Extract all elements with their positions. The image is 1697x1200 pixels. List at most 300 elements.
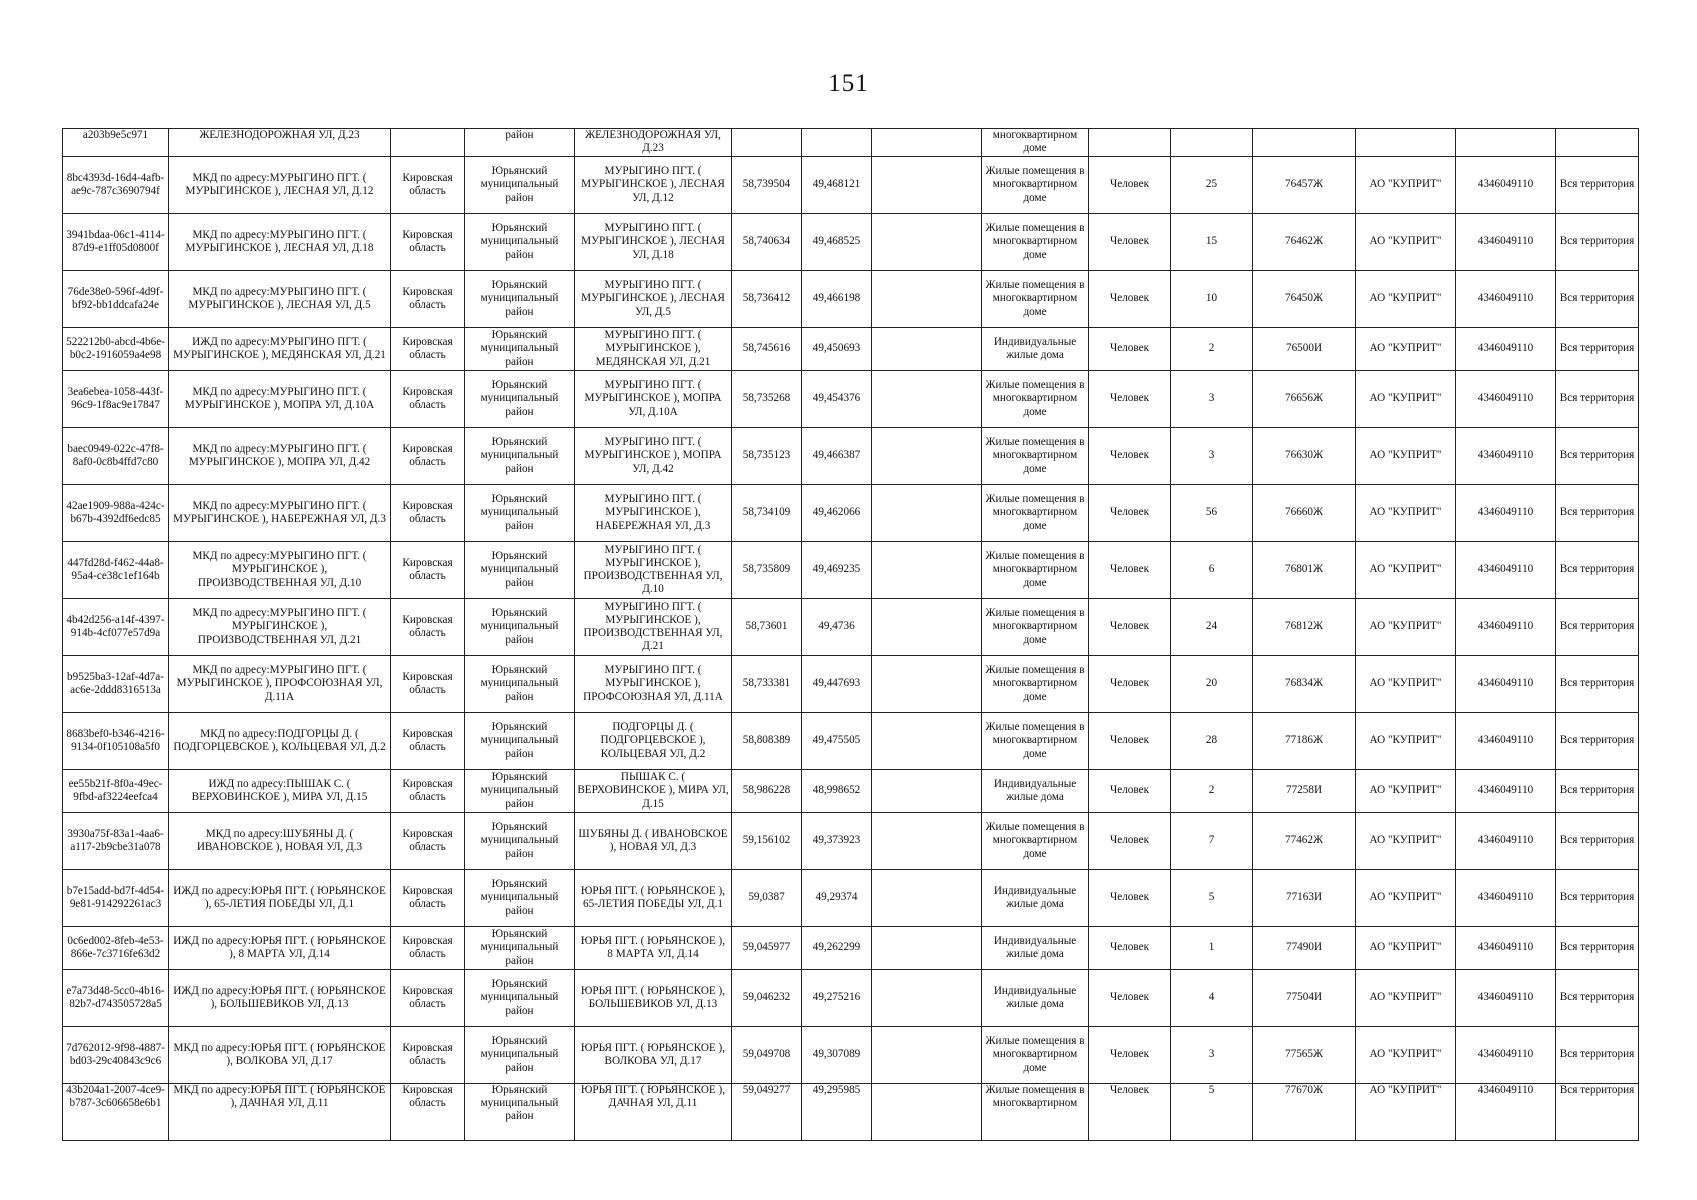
- organization-cell: АО "КУПРИТ": [1356, 157, 1456, 214]
- longitude-cell: 49,447693: [802, 656, 872, 713]
- longitude-cell: 49,462066: [802, 485, 872, 542]
- longitude-cell: 49,4736: [802, 599, 872, 656]
- longitude-cell: 48,998652: [802, 770, 872, 813]
- record-id-cell: 447fd28d-f462-44a8-95a4-ce38c1ef164b: [63, 542, 169, 599]
- empty-cell: [872, 770, 982, 813]
- housing-type-cell: Жилые помещения в многоквартирном доме: [982, 813, 1089, 870]
- territory-cell: Вся территория: [1556, 970, 1639, 1027]
- resident-count-cell: 3: [1171, 371, 1253, 428]
- empty-cell: [872, 371, 982, 428]
- longitude-cell: 49,468525: [802, 214, 872, 271]
- object-description-cell: ИЖД по адресу:МУРЫГИНО ПГТ. ( МУРЫГИНСКОЕ ), МЕДЯНСКАЯ УЛ, Д.21: [169, 328, 391, 371]
- district-cell: Юрьянский муниципальный район: [465, 428, 575, 485]
- housing-type-cell: Жилые помещения в многоквартирном доме: [982, 157, 1089, 214]
- object-description-cell: МКД по адресу:ЮРЬЯ ПГТ. ( ЮРЬЯНСКОЕ ), ВОЛКОВА УЛ, Д.17: [169, 1027, 391, 1084]
- object-code-cell: 76656Ж: [1253, 371, 1356, 428]
- object-code-cell: 76500И: [1253, 328, 1356, 371]
- object-code-cell: 76450Ж: [1253, 271, 1356, 328]
- latitude-cell: 58,808389: [732, 713, 802, 770]
- housing-type-cell: Жилые помещения в многоквартирном доме: [982, 656, 1089, 713]
- table-row: [63, 713, 1639, 770]
- latitude-cell: [732, 129, 802, 157]
- object-description-cell: МКД по адресу:МУРЫГИНО ПГТ. ( МУРЫГИНСКОЕ ), ЛЕСНАЯ УЛ, Д.5: [169, 271, 391, 328]
- housing-type-cell: Жилые помещения в многоквартирном доме: [982, 599, 1089, 656]
- longitude-cell: 49,454376: [802, 371, 872, 428]
- inn-cell: 4346049110: [1456, 927, 1556, 970]
- region-cell: [391, 129, 465, 157]
- inn-cell: 4346049110: [1456, 870, 1556, 927]
- district-cell: Юрьянский муниципальный район: [465, 970, 575, 1027]
- housing-type-cell: Жилые помещения в многоквартирном доме: [982, 428, 1089, 485]
- object-code-cell: 77186Ж: [1253, 713, 1356, 770]
- table-row: [63, 485, 1639, 542]
- region-cell: Кировская область: [391, 542, 465, 599]
- latitude-cell: 58,745616: [732, 328, 802, 371]
- organization-cell: АО "КУПРИТ": [1356, 271, 1456, 328]
- longitude-cell: 49,29374: [802, 870, 872, 927]
- latitude-cell: 58,986228: [732, 770, 802, 813]
- unit-cell: Человек: [1089, 371, 1171, 428]
- district-cell: Юрьянский муниципальный район: [465, 542, 575, 599]
- organization-cell: АО "КУПРИТ": [1356, 371, 1456, 428]
- object-description-cell: МКД по адресу:МУРЫГИНО ПГТ. ( МУРЫГИНСКОЕ ), ЛЕСНАЯ УЛ, Д.18: [169, 214, 391, 271]
- resident-count-cell: 7: [1171, 813, 1253, 870]
- inn-cell: 4346049110: [1456, 542, 1556, 599]
- empty-cell: [872, 328, 982, 371]
- table-row: [63, 813, 1639, 870]
- district-cell: Юрьянский муниципальный район: [465, 813, 575, 870]
- resident-count-cell: 1: [1171, 927, 1253, 970]
- territory-cell: Вся территория: [1556, 656, 1639, 713]
- latitude-cell: 59,046232: [732, 970, 802, 1027]
- longitude-cell: [802, 129, 872, 157]
- housing-type-cell: Жилые помещения в многоквартирном доме: [982, 713, 1089, 770]
- region-cell: Кировская область: [391, 599, 465, 656]
- territory-cell: Вся территория: [1556, 328, 1639, 371]
- district-cell: Юрьянский муниципальный район: [465, 271, 575, 328]
- territory-cell: Вся территория: [1556, 428, 1639, 485]
- object-description-cell: МКД по адресу:ПОДГОРЦЫ Д. ( ПОДГОРЦЕВСКОЕ ), КОЛЬЦЕВАЯ УЛ, Д.2: [169, 713, 391, 770]
- inn-cell: 4346049110: [1456, 485, 1556, 542]
- unit-cell: Человек: [1089, 713, 1171, 770]
- territory-cell: Вся территория: [1556, 870, 1639, 927]
- region-cell: Кировская область: [391, 485, 465, 542]
- object-code-cell: 76834Ж: [1253, 656, 1356, 713]
- district-cell: Юрьянский муниципальный район: [465, 770, 575, 813]
- organization-cell: АО "КУПРИТ": [1356, 214, 1456, 271]
- latitude-cell: 59,049277: [732, 1084, 802, 1141]
- record-id-cell: 0c6ed002-8feb-4e53-866e-7c3716fe63d2: [63, 927, 169, 970]
- record-id-cell: 4b42d256-a14f-4397-914b-4cf077e57d9a: [63, 599, 169, 656]
- table-row: [63, 970, 1639, 1027]
- address-cell: ЖЕЛЕЗНОДОРОЖНАЯ УЛ, Д.23: [575, 129, 732, 157]
- record-id-cell: 7d762012-9f98-4887-bd03-29c40843c9c6: [63, 1027, 169, 1084]
- region-cell: Кировская область: [391, 870, 465, 927]
- address-cell: МУРЫГИНО ПГТ. ( МУРЫГИНСКОЕ ), МОПРА УЛ, Д.42: [575, 428, 732, 485]
- latitude-cell: 59,156102: [732, 813, 802, 870]
- unit-cell: Человек: [1089, 157, 1171, 214]
- territory-cell: [1556, 129, 1639, 157]
- object-code-cell: 76660Ж: [1253, 485, 1356, 542]
- address-cell: ЮРЬЯ ПГТ. ( ЮРЬЯНСКОЕ ), ДАЧНАЯ УЛ, Д.11: [575, 1084, 732, 1141]
- organization-cell: АО "КУПРИТ": [1356, 713, 1456, 770]
- housing-type-cell: Индивидуальные жилые дома: [982, 870, 1089, 927]
- address-cell: ПЫШАК С. ( ВЕРХОВИНСКОЕ ), МИРА УЛ, Д.15: [575, 770, 732, 813]
- district-cell: Юрьянский муниципальный район: [465, 713, 575, 770]
- object-code-cell: 77462Ж: [1253, 813, 1356, 870]
- record-id-cell: baec0949-022c-47f8-8af0-0c8b4ffd7c80: [63, 428, 169, 485]
- housing-type-cell: Жилые помещения в многоквартирном доме: [982, 271, 1089, 328]
- unit-cell: Человек: [1089, 970, 1171, 1027]
- object-code-cell: 77490И: [1253, 927, 1356, 970]
- resident-count-cell: 2: [1171, 328, 1253, 371]
- longitude-cell: 49,275216: [802, 970, 872, 1027]
- address-cell: МУРЫГИНО ПГТ. ( МУРЫГИНСКОЕ ), НАБЕРЕЖНАЯ УЛ, Д.3: [575, 485, 732, 542]
- territory-cell: Вся территория: [1556, 214, 1639, 271]
- inn-cell: 4346049110: [1456, 371, 1556, 428]
- unit-cell: Человек: [1089, 656, 1171, 713]
- region-cell: Кировская область: [391, 770, 465, 813]
- organization-cell: [1356, 129, 1456, 157]
- table-row: [63, 770, 1639, 813]
- inn-cell: 4346049110: [1456, 157, 1556, 214]
- inn-cell: 4346049110: [1456, 428, 1556, 485]
- unit-cell: Человек: [1089, 1027, 1171, 1084]
- empty-cell: [872, 428, 982, 485]
- territory-cell: Вся территория: [1556, 542, 1639, 599]
- longitude-cell: 49,475505: [802, 713, 872, 770]
- organization-cell: АО "КУПРИТ": [1356, 927, 1456, 970]
- object-description-cell: МКД по адресу:МУРЫГИНО ПГТ. ( МУРЫГИНСКОЕ ), МОПРА УЛ, Д.42: [169, 428, 391, 485]
- organization-cell: АО "КУПРИТ": [1356, 542, 1456, 599]
- district-cell: Юрьянский муниципальный район: [465, 157, 575, 214]
- empty-cell: [872, 713, 982, 770]
- unit-cell: Человек: [1089, 927, 1171, 970]
- territory-cell: Вся территория: [1556, 813, 1639, 870]
- resident-count-cell: 15: [1171, 214, 1253, 271]
- object-description-cell: ИЖД по адресу:ЮРЬЯ ПГТ. ( ЮРЬЯНСКОЕ ), БОЛЬШЕВИКОВ УЛ, Д.13: [169, 970, 391, 1027]
- table-row: [63, 214, 1639, 271]
- latitude-cell: 58,734109: [732, 485, 802, 542]
- resident-count-cell: 5: [1171, 870, 1253, 927]
- organization-cell: АО "КУПРИТ": [1356, 770, 1456, 813]
- unit-cell: Человек: [1089, 428, 1171, 485]
- record-id-cell: 3941bdaa-06c1-4114-87d9-e1ff05d0800f: [63, 214, 169, 271]
- resident-count-cell: 2: [1171, 770, 1253, 813]
- district-cell: Юрьянский муниципальный район: [465, 371, 575, 428]
- region-cell: Кировская область: [391, 371, 465, 428]
- district-cell: Юрьянский муниципальный район: [465, 599, 575, 656]
- housing-type-cell: Жилые помещения в многоквартирном доме: [982, 542, 1089, 599]
- housing-type-cell: Жилые помещения в многоквартирном доме: [982, 1027, 1089, 1084]
- resident-count-cell: 25: [1171, 157, 1253, 214]
- record-id-cell: 76de38e0-596f-4d9f-bf92-bb1ddcafa24e: [63, 271, 169, 328]
- object-description-cell: ИЖД по адресу:ПЫШАК С. ( ВЕРХОВИНСКОЕ ), МИРА УЛ, Д.15: [169, 770, 391, 813]
- empty-cell: [872, 485, 982, 542]
- region-cell: Кировская область: [391, 214, 465, 271]
- latitude-cell: 58,739504: [732, 157, 802, 214]
- inn-cell: 4346049110: [1456, 656, 1556, 713]
- housing-type-cell: Индивидуальные жилые дома: [982, 970, 1089, 1027]
- inn-cell: 4346049110: [1456, 1084, 1556, 1141]
- address-cell: ШУБЯНЫ Д. ( ИВАНОВСКОЕ ), НОВАЯ УЛ, Д.3: [575, 813, 732, 870]
- table-row: [63, 927, 1639, 970]
- inn-cell: 4346049110: [1456, 214, 1556, 271]
- organization-cell: АО "КУПРИТ": [1356, 328, 1456, 371]
- object-description-cell: МКД по адресу:МУРЫГИНО ПГТ. ( МУРЫГИНСКОЕ ), ЛЕСНАЯ УЛ, Д.12: [169, 157, 391, 214]
- inn-cell: 4346049110: [1456, 328, 1556, 371]
- territory-cell: Вся территория: [1556, 770, 1639, 813]
- region-cell: Кировская область: [391, 328, 465, 371]
- longitude-cell: 49,373923: [802, 813, 872, 870]
- object-code-cell: 76630Ж: [1253, 428, 1356, 485]
- table-row: [63, 428, 1639, 485]
- district-cell: Юрьянский муниципальный район: [465, 214, 575, 271]
- resident-count-cell: [1171, 129, 1253, 157]
- organization-cell: АО "КУПРИТ": [1356, 970, 1456, 1027]
- empty-cell: [872, 129, 982, 157]
- address-cell: МУРЫГИНО ПГТ. ( МУРЫГИНСКОЕ ), ПРОФСОЮЗНАЯ УЛ, Д.11А: [575, 656, 732, 713]
- region-cell: Кировская область: [391, 813, 465, 870]
- longitude-cell: 49,466198: [802, 271, 872, 328]
- resident-count-cell: 6: [1171, 542, 1253, 599]
- territory-cell: Вся территория: [1556, 271, 1639, 328]
- region-cell: Кировская область: [391, 271, 465, 328]
- object-code-cell: 77258И: [1253, 770, 1356, 813]
- object-description-cell: МКД по адресу:МУРЫГИНО ПГТ. ( МУРЫГИНСКОЕ ), МОПРА УЛ, Д.10А: [169, 371, 391, 428]
- organization-cell: АО "КУПРИТ": [1356, 656, 1456, 713]
- table-row: [63, 1084, 1639, 1141]
- unit-cell: Человек: [1089, 599, 1171, 656]
- latitude-cell: 58,735268: [732, 371, 802, 428]
- resident-count-cell: 3: [1171, 428, 1253, 485]
- territory-cell: Вся территория: [1556, 927, 1639, 970]
- empty-cell: [872, 927, 982, 970]
- empty-cell: [872, 1027, 982, 1084]
- object-description-cell: МКД по адресу:ЮРЬЯ ПГТ. ( ЮРЬЯНСКОЕ ), ДАЧНАЯ УЛ, Д.11: [169, 1084, 391, 1141]
- record-id-cell: ee55b21f-8f0a-49ec-9fbd-af3224eefca4: [63, 770, 169, 813]
- district-cell: Юрьянский муниципальный район: [465, 656, 575, 713]
- registry-table: [62, 128, 1639, 1141]
- longitude-cell: 49,295985: [802, 1084, 872, 1141]
- housing-type-cell: многоквартирном доме: [982, 129, 1089, 157]
- territory-cell: Вся территория: [1556, 1027, 1639, 1084]
- housing-type-cell: Жилые помещения в многоквартирном доме: [982, 485, 1089, 542]
- registry-table-body: [63, 129, 1639, 1141]
- region-cell: Кировская область: [391, 1027, 465, 1084]
- inn-cell: 4346049110: [1456, 713, 1556, 770]
- address-cell: МУРЫГИНО ПГТ. ( МУРЫГИНСКОЕ ), МОПРА УЛ, Д.10А: [575, 371, 732, 428]
- table-row: [63, 271, 1639, 328]
- empty-cell: [872, 1084, 982, 1141]
- address-cell: МУРЫГИНО ПГТ. ( МУРЫГИНСКОЕ ), ЛЕСНАЯ УЛ, Д.18: [575, 214, 732, 271]
- unit-cell: Человек: [1089, 1084, 1171, 1141]
- address-cell: ПОДГОРЦЫ Д. ( ПОДГОРЦЕВСКОЕ ), КОЛЬЦЕВАЯ УЛ, Д.2: [575, 713, 732, 770]
- table-row: [63, 656, 1639, 713]
- address-cell: МУРЫГИНО ПГТ. ( МУРЫГИНСКОЕ ), ПРОИЗВОДСТВЕННАЯ УЛ, Д.10: [575, 542, 732, 599]
- latitude-cell: 58,740634: [732, 214, 802, 271]
- inn-cell: 4346049110: [1456, 770, 1556, 813]
- housing-type-cell: Индивидуальные жилые дома: [982, 328, 1089, 371]
- district-cell: Юрьянский муниципальный район: [465, 1084, 575, 1141]
- latitude-cell: 58,73601: [732, 599, 802, 656]
- empty-cell: [872, 599, 982, 656]
- territory-cell: Вся территория: [1556, 157, 1639, 214]
- table-row: [63, 371, 1639, 428]
- address-cell: МУРЫГИНО ПГТ. ( МУРЫГИНСКОЕ ), ЛЕСНАЯ УЛ, Д.12: [575, 157, 732, 214]
- longitude-cell: 49,466387: [802, 428, 872, 485]
- latitude-cell: 58,735809: [732, 542, 802, 599]
- unit-cell: Человек: [1089, 813, 1171, 870]
- empty-cell: [872, 214, 982, 271]
- unit-cell: Человек: [1089, 328, 1171, 371]
- housing-type-cell: Жилые помещения в многоквартирном доме: [982, 214, 1089, 271]
- resident-count-cell: 5: [1171, 1084, 1253, 1141]
- address-cell: МУРЫГИНО ПГТ. ( МУРЫГИНСКОЕ ), ПРОИЗВОДСТВЕННАЯ УЛ, Д.21: [575, 599, 732, 656]
- organization-cell: АО "КУПРИТ": [1356, 599, 1456, 656]
- object-code-cell: 76812Ж: [1253, 599, 1356, 656]
- object-code-cell: 77163И: [1253, 870, 1356, 927]
- unit-cell: Человек: [1089, 485, 1171, 542]
- organization-cell: АО "КУПРИТ": [1356, 428, 1456, 485]
- record-id-cell: b7e15add-bd7f-4d54-9e81-914292261ac3: [63, 870, 169, 927]
- object-code-cell: 77670Ж: [1253, 1084, 1356, 1141]
- longitude-cell: 49,262299: [802, 927, 872, 970]
- resident-count-cell: 4: [1171, 970, 1253, 1027]
- object-code-cell: [1253, 129, 1356, 157]
- object-description-cell: МКД по адресу:ШУБЯНЫ Д. ( ИВАНОВСКОЕ ), НОВАЯ УЛ, Д.3: [169, 813, 391, 870]
- object-code-cell: 77504И: [1253, 970, 1356, 1027]
- table-row: [63, 157, 1639, 214]
- empty-cell: [872, 542, 982, 599]
- unit-cell: Человек: [1089, 271, 1171, 328]
- record-id-cell: b9525ba3-12af-4d7a-ac6e-2ddd8316513a: [63, 656, 169, 713]
- page-number: 151: [828, 70, 869, 97]
- unit-cell: Человек: [1089, 770, 1171, 813]
- object-description-cell: МКД по адресу:МУРЫГИНО ПГТ. ( МУРЫГИНСКОЕ ), ПРОФСОЮЗНАЯ УЛ, Д.11А: [169, 656, 391, 713]
- inn-cell: 4346049110: [1456, 970, 1556, 1027]
- latitude-cell: 58,736412: [732, 271, 802, 328]
- object-code-cell: 76462Ж: [1253, 214, 1356, 271]
- housing-type-cell: Индивидуальные жилые дома: [982, 770, 1089, 813]
- latitude-cell: 58,733381: [732, 656, 802, 713]
- latitude-cell: 59,045977: [732, 927, 802, 970]
- territory-cell: Вся территория: [1556, 1084, 1639, 1141]
- longitude-cell: 49,468121: [802, 157, 872, 214]
- table-row: [63, 129, 1639, 157]
- empty-cell: [872, 157, 982, 214]
- object-code-cell: 76457Ж: [1253, 157, 1356, 214]
- table-row: [63, 328, 1639, 371]
- territory-cell: Вся территория: [1556, 713, 1639, 770]
- object-description-cell: ИЖД по адресу:ЮРЬЯ ПГТ. ( ЮРЬЯНСКОЕ ), 65-ЛЕТИЯ ПОБЕДЫ УЛ, Д.1: [169, 870, 391, 927]
- table-row: [63, 542, 1639, 599]
- district-cell: Юрьянский муниципальный район: [465, 485, 575, 542]
- district-cell: район: [465, 129, 575, 157]
- address-cell: ЮРЬЯ ПГТ. ( ЮРЬЯНСКОЕ ), 65-ЛЕТИЯ ПОБЕДЫ УЛ, Д.1: [575, 870, 732, 927]
- record-id-cell: 3930a75f-83a1-4aa6-a117-2b9cbe31a078: [63, 813, 169, 870]
- territory-cell: Вся территория: [1556, 485, 1639, 542]
- record-id-cell: 522212b0-abcd-4b6e-b0c2-1916059a4e98: [63, 328, 169, 371]
- object-description-cell: ИЖД по адресу:ЮРЬЯ ПГТ. ( ЮРЬЯНСКОЕ ), 8 МАРТА УЛ, Д.14: [169, 927, 391, 970]
- unit-cell: Человек: [1089, 870, 1171, 927]
- housing-type-cell: Жилые помещения в многоквартирном доме: [982, 371, 1089, 428]
- organization-cell: АО "КУПРИТ": [1356, 813, 1456, 870]
- longitude-cell: 49,469235: [802, 542, 872, 599]
- empty-cell: [872, 970, 982, 1027]
- table-row: [63, 870, 1639, 927]
- latitude-cell: 59,0387: [732, 870, 802, 927]
- record-id-cell: 8bc4393d-16d4-4afb-ae9c-787c3690794f: [63, 157, 169, 214]
- object-description-cell: МКД по адресу:МУРЫГИНО ПГТ. ( МУРЫГИНСКОЕ ), НАБЕРЕЖНАЯ УЛ, Д.3: [169, 485, 391, 542]
- object-description-cell: МКД по адресу:МУРЫГИНО ПГТ. ( МУРЫГИНСКОЕ ), ПРОИЗВОДСТВЕННАЯ УЛ, Д.21: [169, 599, 391, 656]
- address-cell: ЮРЬЯ ПГТ. ( ЮРЬЯНСКОЕ ), БОЛЬШЕВИКОВ УЛ, Д.13: [575, 970, 732, 1027]
- resident-count-cell: 20: [1171, 656, 1253, 713]
- address-cell: ЮРЬЯ ПГТ. ( ЮРЬЯНСКОЕ ), ВОЛКОВА УЛ, Д.17: [575, 1027, 732, 1084]
- district-cell: Юрьянский муниципальный район: [465, 870, 575, 927]
- unit-cell: Человек: [1089, 214, 1171, 271]
- territory-cell: Вся территория: [1556, 599, 1639, 656]
- district-cell: Юрьянский муниципальный район: [465, 328, 575, 371]
- latitude-cell: 59,049708: [732, 1027, 802, 1084]
- unit-cell: Человек: [1089, 542, 1171, 599]
- record-id-cell: 3ea6ebea-1058-443f-96c9-1f8ac9e17847: [63, 371, 169, 428]
- record-id-cell: 43b204a1-2007-4ce9-b787-3c606658e6b1: [63, 1084, 169, 1141]
- object-code-cell: 77565Ж: [1253, 1027, 1356, 1084]
- inn-cell: 4346049110: [1456, 813, 1556, 870]
- address-cell: ЮРЬЯ ПГТ. ( ЮРЬЯНСКОЕ ), 8 МАРТА УЛ, Д.14: [575, 927, 732, 970]
- district-cell: Юрьянский муниципальный район: [465, 927, 575, 970]
- housing-type-cell: Индивидуальные жилые дома: [982, 927, 1089, 970]
- inn-cell: [1456, 129, 1556, 157]
- inn-cell: 4346049110: [1456, 1027, 1556, 1084]
- resident-count-cell: 3: [1171, 1027, 1253, 1084]
- organization-cell: АО "КУПРИТ": [1356, 1027, 1456, 1084]
- district-cell: Юрьянский муниципальный район: [465, 1027, 575, 1084]
- longitude-cell: 49,450693: [802, 328, 872, 371]
- region-cell: Кировская область: [391, 927, 465, 970]
- address-cell: МУРЫГИНО ПГТ. ( МУРЫГИНСКОЕ ), МЕДЯНСКАЯ УЛ, Д.21: [575, 328, 732, 371]
- territory-cell: Вся территория: [1556, 371, 1639, 428]
- region-cell: Кировская область: [391, 1084, 465, 1141]
- resident-count-cell: 56: [1171, 485, 1253, 542]
- record-id-cell: 8683bef0-b346-4216-9134-0f105108a5f0: [63, 713, 169, 770]
- resident-count-cell: 24: [1171, 599, 1253, 656]
- empty-cell: [872, 271, 982, 328]
- organization-cell: АО "КУПРИТ": [1356, 485, 1456, 542]
- region-cell: Кировская область: [391, 428, 465, 485]
- region-cell: Кировская область: [391, 157, 465, 214]
- resident-count-cell: 10: [1171, 271, 1253, 328]
- object-description-cell: МКД по адресу:МУРЫГИНО ПГТ. ( МУРЫГИНСКОЕ ), ПРОИЗВОДСТВЕННАЯ УЛ, Д.10: [169, 542, 391, 599]
- latitude-cell: 58,735123: [732, 428, 802, 485]
- housing-type-cell: Жилые помещения в многоквартирном: [982, 1084, 1089, 1141]
- empty-cell: [872, 656, 982, 713]
- record-id-cell: 42ae1909-988a-424c-b67b-4392df6edc85: [63, 485, 169, 542]
- organization-cell: АО "КУПРИТ": [1356, 870, 1456, 927]
- object-code-cell: 76801Ж: [1253, 542, 1356, 599]
- empty-cell: [872, 813, 982, 870]
- record-id-cell: a203b9e5c971: [63, 129, 169, 157]
- region-cell: Кировская область: [391, 970, 465, 1027]
- record-id-cell: e7a73d48-5cc0-4b16-82b7-d743505728a5: [63, 970, 169, 1027]
- organization-cell: АО "КУПРИТ": [1356, 1084, 1456, 1141]
- region-cell: Кировская область: [391, 713, 465, 770]
- empty-cell: [872, 870, 982, 927]
- unit-cell: [1089, 129, 1171, 157]
- object-description-cell: ЖЕЛЕЗНОДОРОЖНАЯ УЛ, Д.23: [169, 129, 391, 157]
- table-row: [63, 1027, 1639, 1084]
